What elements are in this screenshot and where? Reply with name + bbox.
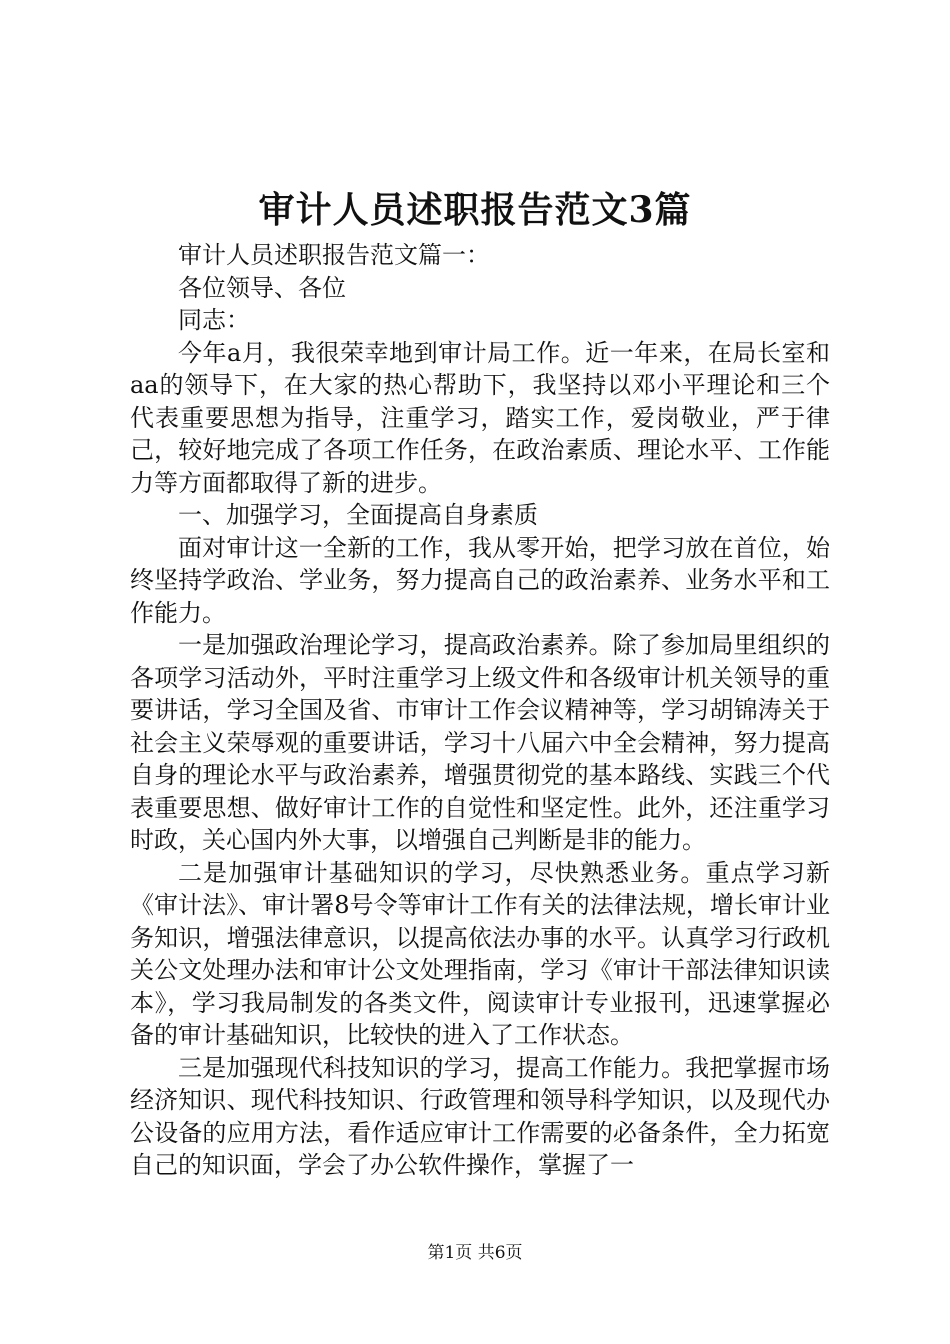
paragraph-section-heading: 审计人员述职报告范文篇一： (178, 241, 490, 269)
paragraph-heading-1: 一、加强学习，全面提高自身素质 (178, 501, 538, 529)
document-title: 审计人员述职报告范文3篇 (258, 189, 692, 231)
paragraph-body: 二是加强审计基础知识的学习，尽快熟悉业务。重点学习新《审计法》、审计署8号令等审计工作有关的法律法规，增长审计业务知识，增强法律意识，以提高依法办事的水平。认真学习行政机关公文处理办法和审计公文处理指南，学习《审计干部法律知识读本》，学习我局制发的各类文件，阅读审计专业报刊，迅速掌握必备的审计基础知识，比较快的进入了工作状态。 (130, 858, 830, 1049)
paragraph-body: 一是加强政治理论学习，提高政治素养。除了参加局里组织的各项学习活动外，平时注重学习上级文件和各级审计机关领导的重要讲话，学习全国及省、市审计工作会议精神等，学习胡锦涛关于社会主义荣辱观的重要讲话，学习十八届六中全会精神，努力提高自身的理论水平与政治素养，增强贯彻党的基本路线、实践三个代表重要思想、做好审计工作的自觉性和坚定性。此外，还注重学习时政，关心国内外大事，以增强自己判断是非的能力。 (130, 631, 830, 854)
paragraph-body: 面对审计这一全新的工作，我从零开始，把学习放在首位，始终坚持学政治、学业务，努力提高自己的政治素养、业务水平和工作能力。 (130, 533, 830, 627)
paragraph-salutation-2: 同志： (178, 306, 250, 334)
page-footer: 第1页 共6页 (427, 1243, 523, 1263)
document-body (130, 239, 830, 1182)
paragraph-body: 三是加强现代科技知识的学习，提高工作能力。我把掌握市场经济知识、现代科技知识、行政管理和领导科学知识，以及现代办公设备的应用方法，看作适应审计工作需要的必备条件，全力拓宽自己的知识面，学会了办公软件操作，掌握了一 (130, 1053, 830, 1179)
paragraph-intro: 今年a月，我很荣幸地到审计局工作。近一年来，在局长室和aa的领导下，在大家的热心帮助下，我坚持以邓小平理论和三个代表重要思想为指导，注重学习，踏实工作，爱岗敬业，严于律己，较好地完成了各项工作任务，在政治素质、理论水平、工作能力等方面都取得了新的进步。 (130, 338, 830, 497)
paragraph-salutation-1: 各位领导、各位 (178, 273, 346, 302)
